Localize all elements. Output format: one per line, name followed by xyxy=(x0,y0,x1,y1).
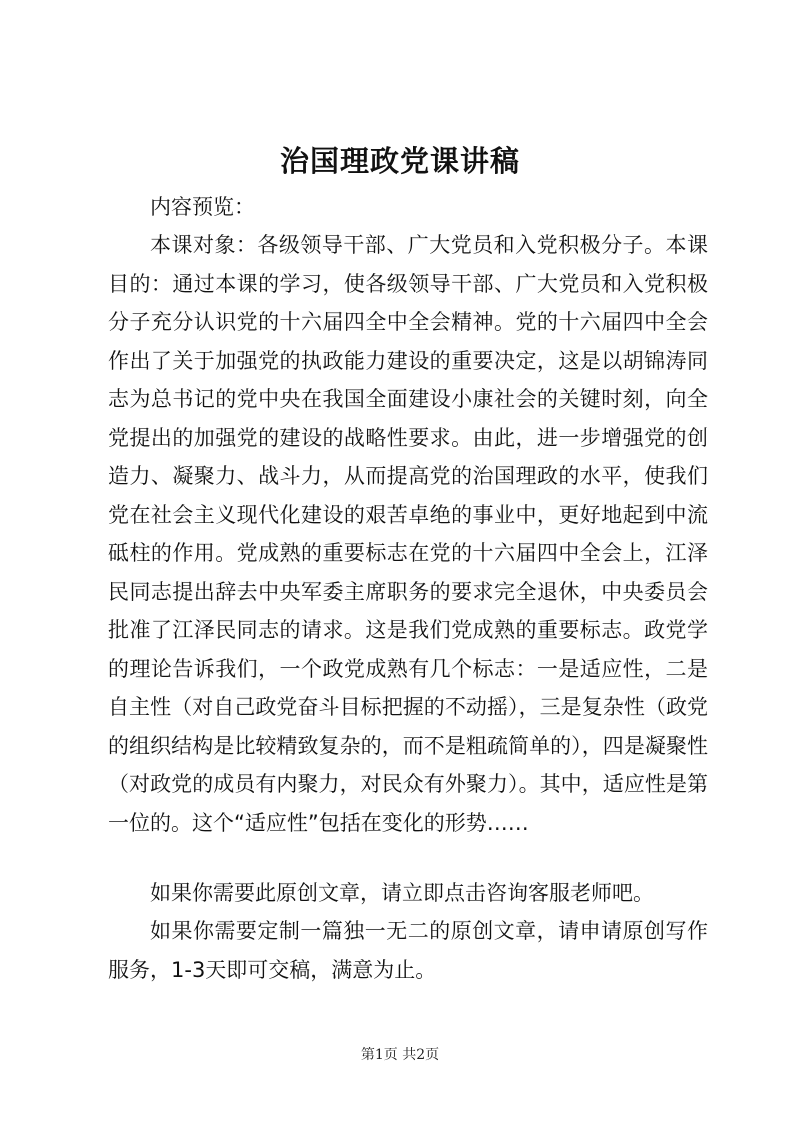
preview-label: 内容预览： xyxy=(150,195,255,219)
contact-paragraph[interactable]: 如果你需要此原创文章，请立即点击咨询客服老师吧。 xyxy=(150,881,654,905)
main-paragraph: 本课对象：各级领导干部、广大党员和入党积极分子。本课目的：通过本课的学习，使各级领导干部、广大党员和入党积极分子充分认识党的十六届四全中全会精神。党的十六届四中全会作出了关于加强党的执政能力建设的重要决定，这是以胡锦涛同志为总书记的党中央在我国全面建设小康社会的关键时刻，向全党提出的加强党的建设的战略性要求。由此，进一步增强党的创造力、凝聚力、战斗力，从而提高党的治国理政的水平，使我们党在社会主义现代化建设的艰苦卓绝的事业中，更好地起到中流砥柱的作用。党成熟的重要标志在党的十六届四中全会上，江泽民同志提出辞去中央军委主席职务的要求完全退休，中央委员会批准了江泽民同志的请求。这是我们党成熟的重要标志。政党学的理论告诉我们，一个政党成熟有几个标志：一是适应性，二是自主性（对自己政党奋斗目标把握的不动摇），三是复杂性（政党的组织结构是比较精致复杂的，而不是粗疏简单的），四是凝聚性（对政党的成员有内聚力，对民众有外聚力）。其中，适应性是第一位的。这个“适应性”包括在变化的形势…… xyxy=(108,233,708,835)
page-number-footer: 第1页 共2页 xyxy=(360,1047,440,1063)
custom-writing-paragraph: 如果你需要定制一篇独一无二的原创文章，请申请原创写作服务，1-3天即可交稿，满意为止。 xyxy=(108,919,708,982)
document-title: 治国理政党课讲稿 xyxy=(279,144,520,178)
